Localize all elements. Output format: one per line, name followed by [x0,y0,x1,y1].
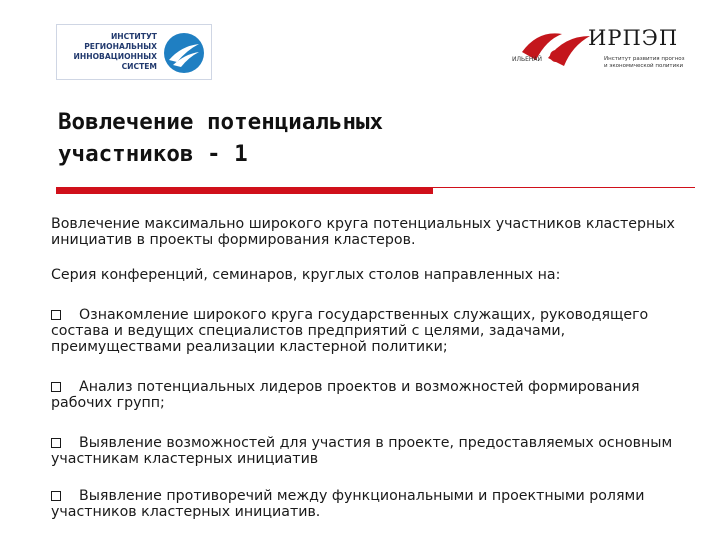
institute-emblem-icon [163,32,205,74]
title-underline-thin [433,187,695,188]
series-paragraph: Серия конференций, семинаров, круглых столов направленных на: [51,267,561,283]
slide-body [51,216,691,520]
checkbox-bullet-icon [51,491,61,501]
title-underline-thick [56,187,433,194]
intro-paragraph: Вовлечение максимально широкого круга потенциальных участников кластерных инициатив в проекты формирования кластеров. [51,216,675,248]
bullet-item [51,435,691,467]
irpep-emblem-icon [512,26,598,76]
bullet-text: Выявление противоречий между функциональными и проектными ролями участников кластерных инициатив. [51,488,645,520]
checkbox-bullet-icon [51,310,61,320]
slide-title-line-1: Вовлечение потенциальных [58,109,384,135]
bullet-text: Выявление возможностей для участия в проекте, предоставляемых основным участникам кластерных инициатив [51,435,673,467]
checkbox-bullet-icon [51,382,61,392]
bullet-text: Ознакомление широкого круга государственных служащих, руководящего состава и ведущих специалистов предприятий с целями, задачами, преимуществами реализации кластерной политики; [51,307,649,355]
irpep-brand: ИРПЭП [588,26,679,50]
bullet-item [51,307,691,355]
institute-logo [56,24,212,80]
bullet-text: Анализ потенциальных лидеров проектов и возможностей формирования рабочих групп; [51,379,640,411]
slide-title [58,106,678,170]
irpep-logo [512,26,694,76]
irpep-small-text: ИЛЬЕНАЙ [512,56,543,63]
checkbox-bullet-icon [51,438,61,448]
irpep-subtitle: Институт развития прогноз и экономической политики [604,56,685,69]
slide-title-line-2: участников - 1 [58,141,248,167]
bullet-item [51,379,691,411]
institute-logo-text: ИНСТИТУТ РЕГИОНАЛЬНЫХ ИННОВАЦИОННЫХ СИСТЕМ [73,32,157,71]
bullet-item [51,488,691,520]
